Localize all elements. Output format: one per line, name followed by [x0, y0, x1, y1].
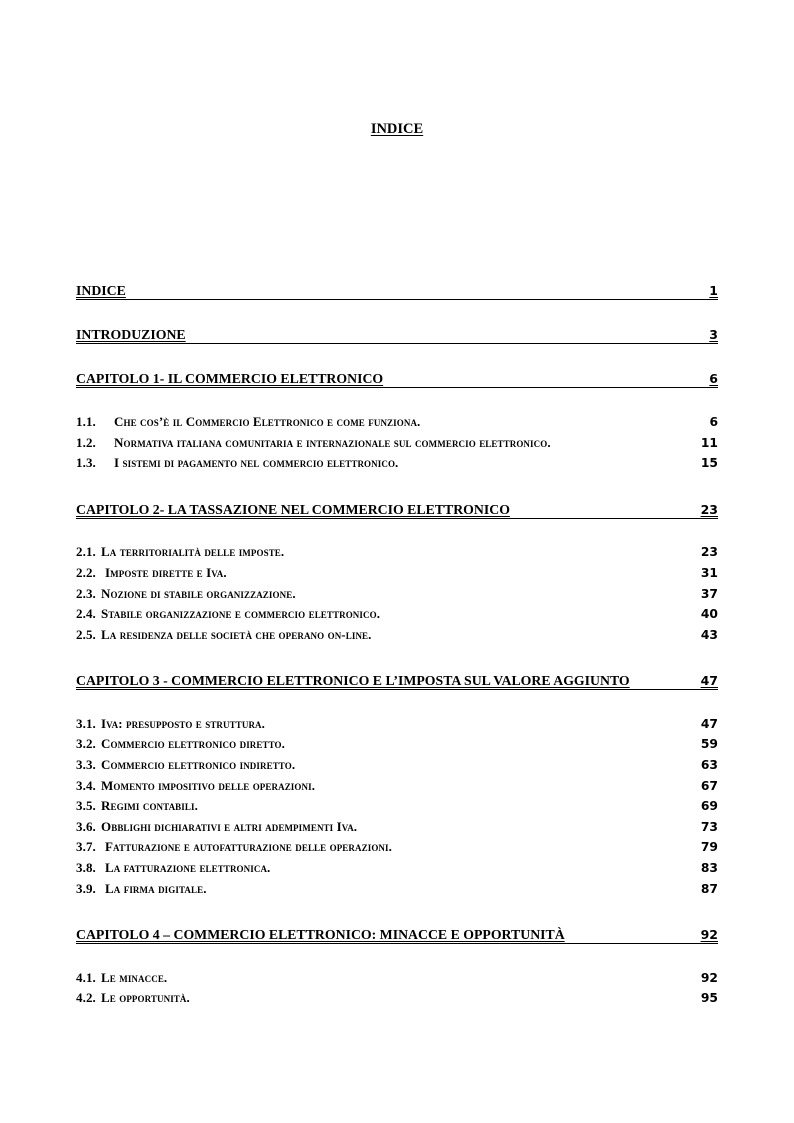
section-title: La territorialità delle imposte. [101, 544, 285, 559]
toc-section-3-4[interactable] [76, 776, 718, 794]
section-code: 1.3. [76, 455, 96, 470]
chapter-page: 6 [709, 371, 718, 386]
section-page: 73 [700, 820, 718, 834]
toc-section-2-3[interactable] [76, 584, 718, 602]
section-page: 6 [709, 415, 718, 429]
toc-chapter-2[interactable] [76, 498, 718, 519]
toc-chapter-indice[interactable] [76, 279, 718, 300]
section-title: Commercio elettronico diretto. [101, 736, 285, 751]
section-title: Iva: presupposto e struttura. [101, 716, 265, 731]
section-page: 40 [700, 607, 718, 621]
section-page: 95 [700, 991, 718, 1005]
section-title: Nozione di stabile organizzazione. [101, 586, 296, 601]
section-code: 3.1. [76, 716, 96, 731]
toc-section-3-1[interactable] [76, 714, 718, 732]
section-code: 3.4. [76, 778, 96, 793]
chapter-title: INTRODUZIONE [76, 327, 186, 342]
toc-section-3-2[interactable] [76, 734, 718, 752]
chapter-title: CAPITOLO 2- LA TASSAZIONE NEL COMMERCIO ELETTRONICO [76, 502, 510, 517]
toc-section-1-3[interactable] [76, 453, 718, 471]
section-page: 83 [700, 861, 718, 875]
toc-section-3-8[interactable] [76, 858, 718, 876]
section-code: 1.1. [76, 414, 96, 429]
toc-section-3-3[interactable] [76, 755, 718, 773]
section-title: Imposte dirette e Iva. [105, 565, 227, 580]
section-code: 3.8. [76, 860, 96, 875]
section-page: 63 [700, 758, 718, 772]
toc-section-3-7[interactable] [76, 837, 718, 855]
section-title: La residenza delle società che operano on-line. [101, 627, 372, 642]
chapter-page: 23 [700, 502, 718, 517]
section-code: 1.2. [76, 435, 96, 450]
section-title: La fatturazione elettronica. [105, 860, 271, 875]
page-title: INDICE [370, 121, 424, 137]
section-title: Le opportunità. [101, 990, 190, 1005]
section-title: Stabile organizzazione e commercio elettronico. [101, 606, 381, 621]
section-code: 3.9. [76, 881, 96, 896]
section-title: Momento impositivo delle operazioni. [101, 778, 316, 793]
chapter-title: CAPITOLO 4 – COMMERCIO ELETTRONICO: MINACCE E OPPORTUNITÀ [76, 927, 565, 942]
toc-section-2-1[interactable] [76, 542, 718, 560]
section-page: 79 [700, 840, 718, 854]
section-code: 2.2. [76, 565, 96, 580]
section-page: 43 [700, 628, 718, 642]
toc-section-4-1[interactable] [76, 968, 718, 986]
section-code: 3.6. [76, 819, 96, 834]
section-title: Fatturazione e autofatturazione delle operazioni. [105, 839, 392, 854]
toc-section-3-9[interactable] [76, 879, 718, 897]
section-title: Che cos’è il Commercio Elettronico e come funziona. [114, 414, 421, 429]
chapter-page: 3 [709, 327, 718, 342]
toc-section-2-4[interactable] [76, 604, 718, 622]
toc-section-4-2[interactable] [76, 988, 718, 1006]
section-code: 2.3. [76, 586, 96, 601]
section-page: 87 [700, 882, 718, 896]
section-page: 92 [700, 971, 718, 985]
section-title: Obblighi dichiarativi e altri adempimenti Iva. [101, 819, 358, 834]
section-code: 2.1. [76, 544, 96, 559]
toc-section-1-1[interactable] [76, 412, 718, 430]
chapter-page: 47 [700, 673, 718, 688]
chapter-title: CAPITOLO 3 - COMMERCIO ELETTRONICO E L’IMPOSTA SUL VALORE AGGIUNTO [76, 673, 630, 688]
toc-chapter-4[interactable] [76, 923, 718, 944]
section-code: 2.5. [76, 627, 96, 642]
toc-chapter-1[interactable] [76, 367, 718, 388]
section-code: 2.4. [76, 606, 96, 621]
chapter-page: 1 [709, 283, 718, 298]
toc-section-3-6[interactable] [76, 817, 718, 835]
section-page: 23 [700, 545, 718, 559]
section-page: 15 [700, 456, 718, 470]
section-code: 4.1. [76, 970, 96, 985]
section-title: Normativa italiana comunitaria e internazionale sul commercio elettronico. [114, 435, 551, 450]
section-title: Le minacce. [101, 970, 168, 985]
section-code: 4.2. [76, 990, 96, 1005]
section-page: 37 [700, 587, 718, 601]
section-title: Regimi contabili. [101, 798, 198, 813]
section-page: 47 [700, 717, 718, 731]
section-page: 11 [700, 436, 718, 450]
section-title: La firma digitale. [105, 881, 207, 896]
chapter-page: 92 [700, 927, 718, 942]
toc-section-1-2[interactable] [76, 433, 718, 451]
toc-chapter-3[interactable] [76, 669, 718, 690]
section-title: I sistemi di pagamento nel commercio elettronico. [114, 455, 399, 470]
section-code: 3.5. [76, 798, 96, 813]
section-page: 59 [700, 737, 718, 751]
chapter-title: CAPITOLO 1- IL COMMERCIO ELETTRONICO [76, 371, 384, 386]
section-code: 3.7. [76, 839, 96, 854]
section-page: 31 [700, 566, 718, 580]
section-page: 69 [700, 799, 718, 813]
section-code: 3.2. [76, 736, 96, 751]
section-code: 3.3. [76, 757, 96, 772]
section-title: Commercio elettronico indiretto. [101, 757, 296, 772]
toc-section-2-2[interactable] [76, 563, 718, 581]
toc-chapter-introduzione[interactable] [76, 323, 718, 344]
chapter-title: INDICE [76, 283, 126, 298]
section-page: 67 [700, 779, 718, 793]
toc-section-3-5[interactable] [76, 796, 718, 814]
toc-section-2-5[interactable] [76, 625, 718, 643]
